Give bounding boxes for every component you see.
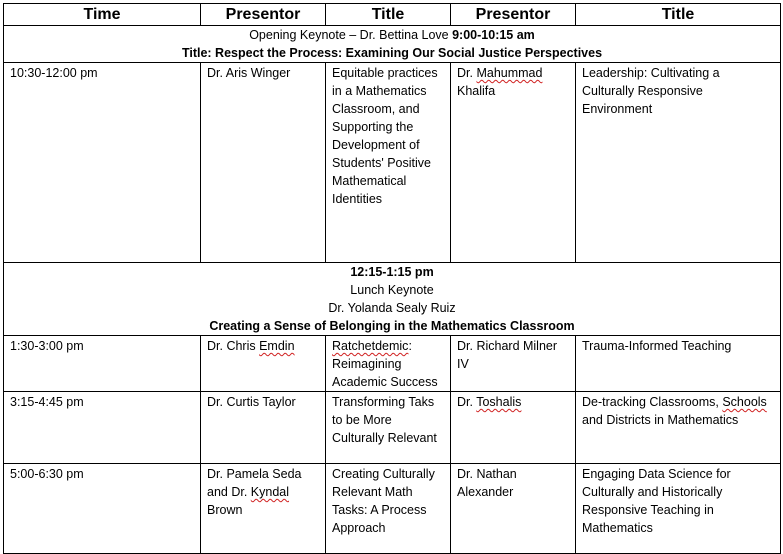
session-row <box>4 464 781 554</box>
title-rest: : Reimagining Academic Success <box>332 339 438 389</box>
session1-title-b: Leadership: Cultivating a Culturally Responsive Environment <box>576 63 781 263</box>
lunch-keynote-row <box>4 263 781 336</box>
lunch-keynote-cell <box>4 263 781 336</box>
session3-presenter-b <box>451 392 576 464</box>
opening-keynote-line <box>8 26 776 44</box>
session3-time: 3:15-4:45 pm <box>4 392 201 464</box>
lunch-speaker: Dr. Yolanda Sealy Ruiz <box>328 301 456 315</box>
header-presenter-b: Presentor <box>451 4 576 26</box>
presenter-prefix: Dr. Chris <box>207 339 260 353</box>
header-title-a: Title <box>326 4 451 26</box>
opening-theme: Title: Respect the Process: Examining Our Social Justice Perspectives <box>181 46 603 60</box>
lunch-time: 12:15-1:15 pm <box>350 265 434 279</box>
session2-time: 1:30-3:00 pm <box>4 336 201 392</box>
session-row <box>4 392 781 464</box>
session2-title-b: Trauma-Informed Teaching <box>576 336 781 392</box>
session4-title-b: Engaging Data Science for Culturally and Historically Responsive Teaching in Mathematics <box>576 464 781 554</box>
session-row <box>4 63 781 263</box>
spellcheck-word: Emdin <box>259 339 295 353</box>
spellcheck-word: Ratchetdemic <box>332 339 409 353</box>
presenter-prefix: Dr. Pamela Seda and Dr. <box>207 467 302 499</box>
session3-title-a: Transforming Taks to be More Culturally Relevant <box>326 392 451 464</box>
header-title-b: Title <box>576 4 781 26</box>
session4-time: 5:00-6:30 pm <box>4 464 201 554</box>
opening-keynote-cell <box>4 26 781 63</box>
header-time: Time <box>4 4 201 26</box>
presenter-prefix: Dr. <box>457 395 477 409</box>
session3-presenter-a: Dr. Curtis Taylor <box>201 392 326 464</box>
title-start: De-tracking Classrooms, <box>582 395 723 409</box>
spellcheck-word: Mahummad <box>476 66 543 80</box>
title-end: and Districts in Mathematics <box>582 413 739 427</box>
opening-keynote-row <box>4 26 781 63</box>
session-row <box>4 336 781 392</box>
session1-title-a: Equitable practices in a Mathematics Classroom, and Supporting the Development of Students' Positive Mathematical Identities <box>326 63 451 263</box>
opening-keynote-text: Opening Keynote – Dr. Bettina Love <box>249 28 453 42</box>
session2-presenter-b: Dr. Richard Milner IV <box>451 336 576 392</box>
header-presenter-a: Presentor <box>201 4 326 26</box>
session4-presenter-a <box>201 464 326 554</box>
lunch-label: Lunch Keynote <box>350 283 434 297</box>
session4-title-a: Creating Culturally Relevant Math Tasks: A Process Approach <box>326 464 451 554</box>
header-row <box>4 4 781 26</box>
presenter-surname: Khalifa <box>457 84 496 98</box>
presenter-prefix: Dr. <box>457 66 477 80</box>
session2-title-a <box>326 336 451 392</box>
session1-presenter-a: Dr. Aris Winger <box>201 63 326 263</box>
lunch-theme: Creating a Sense of Belonging in the Mathematics Classroom <box>209 319 575 333</box>
presenter-surname: Brown <box>207 503 243 517</box>
session1-presenter-b <box>451 63 576 263</box>
session4-presenter-b: Dr. Nathan Alexander <box>451 464 576 554</box>
session2-presenter-a <box>201 336 326 392</box>
opening-keynote-time: 9:00-10:15 am <box>452 28 535 42</box>
session1-time: 10:30-12:00 pm <box>4 63 201 263</box>
spellcheck-word: Kyndal <box>250 485 290 499</box>
spellcheck-word: Schools <box>722 395 767 409</box>
spellcheck-word: Toshalis <box>476 395 522 409</box>
schedule-table <box>3 3 781 554</box>
session3-title-b <box>576 392 781 464</box>
